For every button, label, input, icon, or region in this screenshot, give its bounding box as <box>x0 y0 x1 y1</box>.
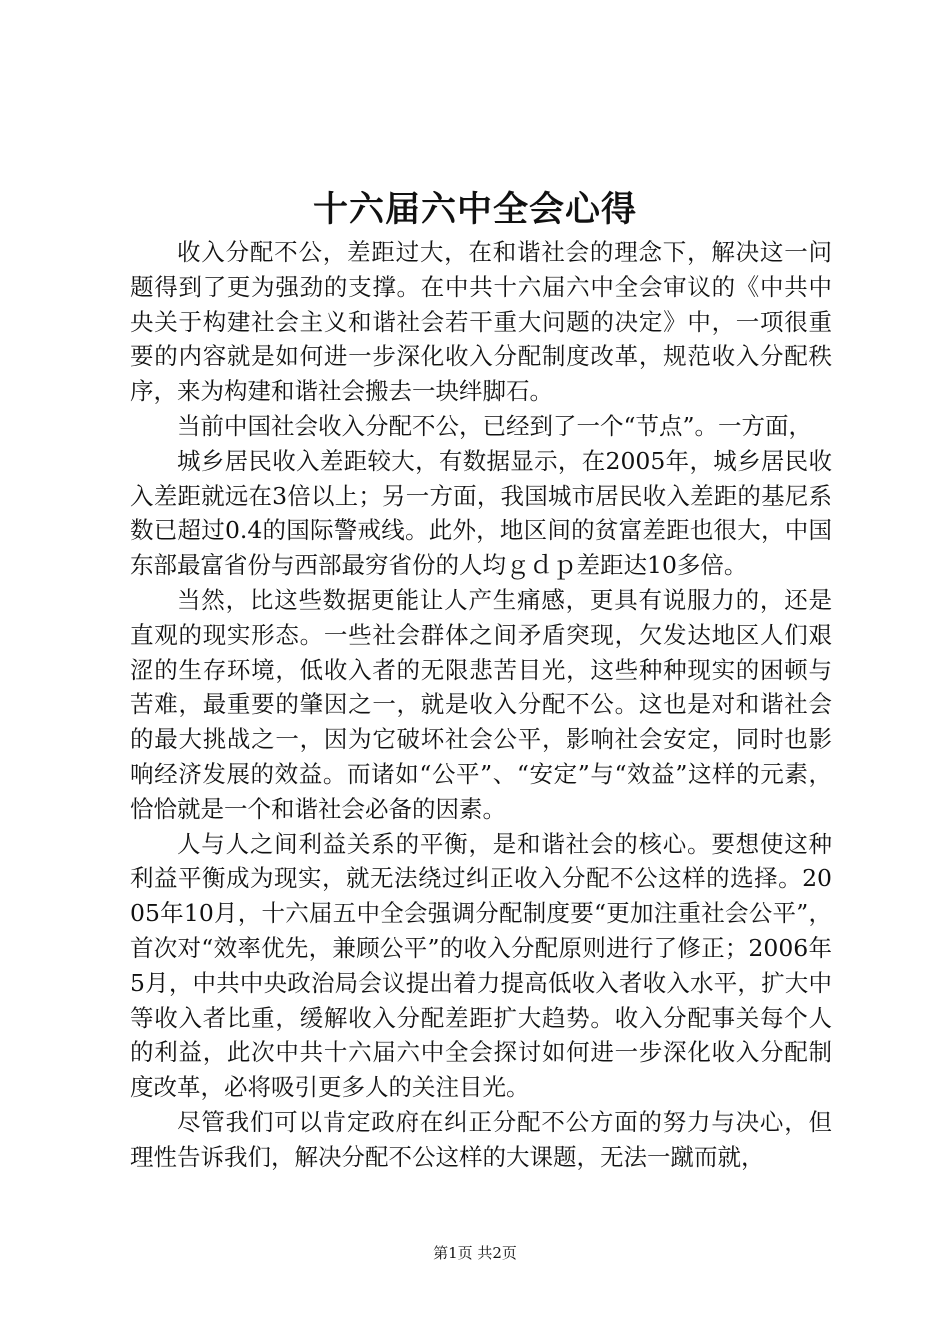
paragraph: 收入分配不公，差距过大，在和谐社会的理念下，解决这一问题得到了更为强劲的支撑。在中共十六届六中全会审议的《中共中央关于构建社会主义和谐社会若干重大问题的决定》中，一项很重要的内容就是如何进一步深化收入分配制度改革，规范收入分配秩序，来为构建和谐社会搬去一块绊脚石。 <box>130 238 832 406</box>
paragraph: 人与人之间利益关系的平衡，是和谐社会的核心。要想使这种利益平衡成为现实，就无法绕过纠正收入分配不公这样的选择。2005年10月，十六届五中全会强调分配制度要“更加注重社会公平”，首次对“效率优先，兼顾公平”的收入分配原则进行了修正；2006年5月，中共中央政治局会议提出着力提高低收入者收入水平，扩大中等收入者比重，缓解收入分配差距扩大趋势。收入分配事关每个人的利益，此次中共十六届六中全会探讨如何进一步深化收入分配制度改革，必将吸引更多人的关注目光。 <box>130 829 832 1102</box>
paragraph: 当前中国社会收入分配不公，已经到了一个“节点”。一方面， <box>177 411 813 440</box>
document-body <box>130 235 832 1175</box>
page-footer: 第1页 共2页 <box>433 1244 517 1262</box>
paragraph: 尽管我们可以肯定政府在纠正分配不公方面的努力与决心，但理性告诉我们，解决分配不公这样的大课题，无法一蹴而就， <box>130 1107 832 1171</box>
document-title: 十六届六中全会心得 <box>312 189 637 230</box>
paragraph: 城乡居民收入差距较大，有数据显示，在2005年，城乡居民收入差距就远在3倍以上；另一方面，我国城市居民收入差距的基尼系数已超过0.4的国际警戒线。此外，地区间的贫富差距也很大，中国东部最富省份与西部最穷省份的人均ｇｄｐ差距达10多倍。 <box>130 446 832 580</box>
paragraph: 当然，比这些数据更能让人产生痛感，更具有说服力的，还是直观的现实形态。一些社会群体之间矛盾突现，欠发达地区人们艰涩的生存环境，低收入者的无限悲苦目光，这些种种现实的困顿与苦难，最重要的肇因之一，就是收入分配不公。这也是对和谐社会的最大挑战之一，因为它破坏社会公平，影响社会安定，同时也影响经济发展的效益。而诸如“公平”、“安定”与“效益”这样的元素，恰恰就是一个和谐社会必备的因素。 <box>130 585 832 823</box>
